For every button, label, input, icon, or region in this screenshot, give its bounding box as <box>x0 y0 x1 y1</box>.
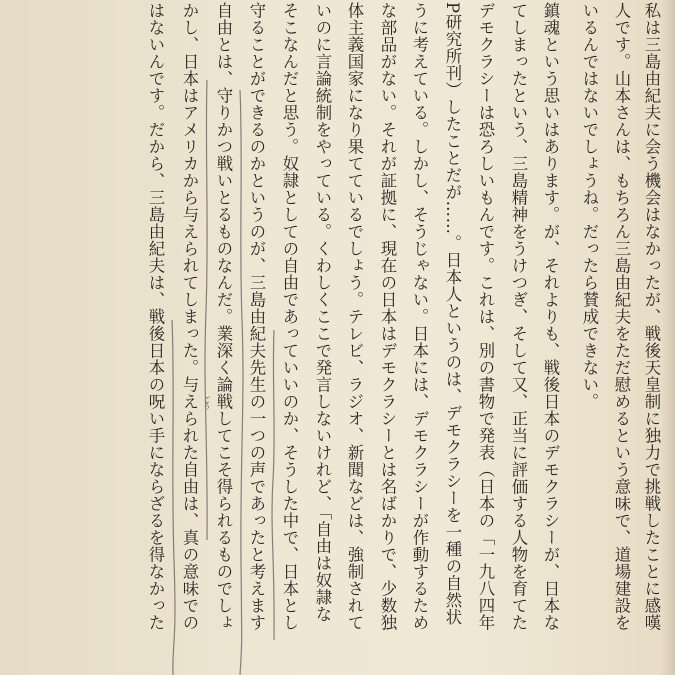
text-line-15: かし、日本はアメリカから与えられてしまった。与えられた自由は、真の意味での <box>180 2 199 631</box>
text-line-9: な部品がない。それが証拠に、現在の日本はデモクラシーとは名ばかりで、少数独 <box>378 2 397 631</box>
page-gutter-shadow <box>661 0 675 675</box>
text-line-5: てしまったという、三島精神をうけつぎ、そして又、正当に評価する人物を育てた <box>509 2 528 631</box>
text-line-3: いるんではないでしょうね。だったら賛成できない。 <box>580 2 599 410</box>
pencil-mark-1 <box>267 0 281 675</box>
text-line-1: 私は三島由紀夫に会う機会はなかったが、戦後天皇制に独力で挑戦したことに感嘆 <box>642 2 661 631</box>
pencil-mark-4 <box>166 0 180 675</box>
text-line-6: デモクラシーは恐ろしいもんです。これは、別の書物で発表（日本の「一九八四年 <box>476 2 495 631</box>
text-line-2: 人です。山本さんは、もちろん三島由紀夫をただ慰めるという意味で、道場建設を <box>612 2 631 631</box>
text-line-10: 体主義国家になり果てているでしょう。テレビ、ラジオ、新聞などは、強制されて <box>345 2 364 631</box>
pencil-mark-2 <box>234 0 248 675</box>
text-line-14: 自由とは、守りかつ戦いとるものなんだ。業深く論戦してこそ得られるものでしょ <box>214 2 233 631</box>
text-line-7: P研究所刊）したことだが……。日本人というのは、デモクラシーを一種の自然状 <box>443 2 462 626</box>
text-line-16: はないんです。だから、三島由紀夫は、戦後日本の呪い手にならざるを得なかった <box>146 2 165 631</box>
ruby-reading: ごう <box>203 396 211 410</box>
text-line-13: 守ることができるのかというのが、三島由紀夫先生の一つの声であったと考えます <box>247 2 266 631</box>
text-line-11: いのに言論統制をやっている。くわしくここで発言しないけれど、「自由は奴隷な <box>313 2 332 623</box>
text-line-8: うに考えている。しかし、そうじゃない。日本には、デモクラシーが作動するため <box>410 2 429 631</box>
pencil-mark-3 <box>200 0 214 675</box>
text-line-4: 鎮魂という思いはあります。が、それよりも、戦後日本のデモクラシーが、日本な <box>541 2 560 631</box>
text-line-12: そこなんだと思う。奴隷としての自由であっていいのか、そうした中で、日本とし <box>280 2 299 631</box>
